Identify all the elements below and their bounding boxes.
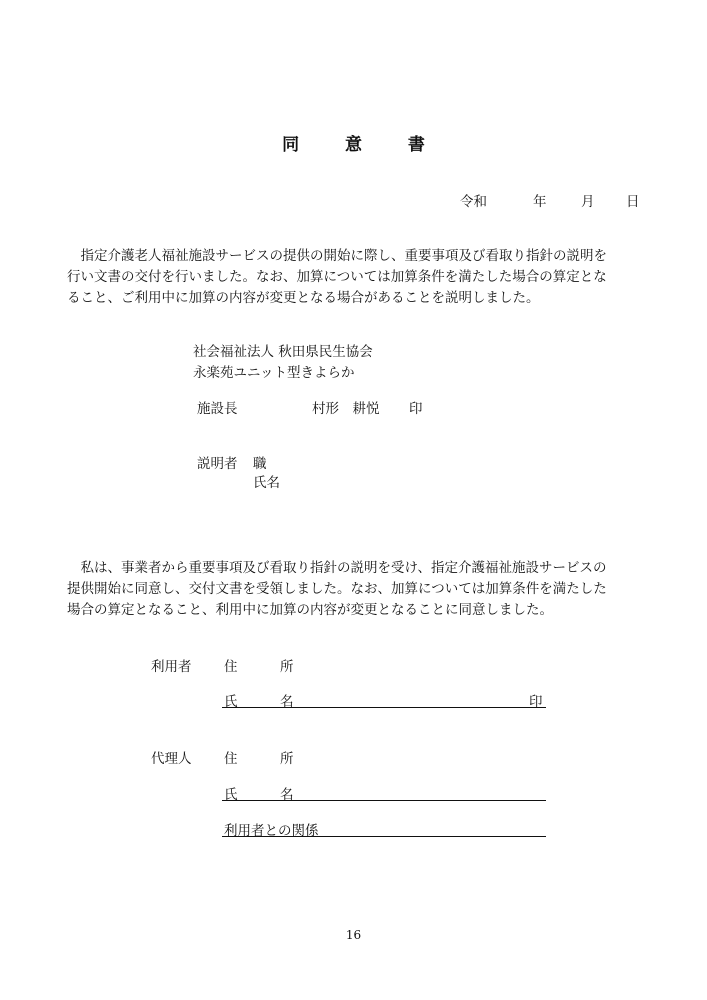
title-char-1: 同 — [282, 135, 300, 155]
agent-relation-label: 利用者との関係 — [224, 823, 319, 839]
page-number: 16 — [345, 928, 362, 942]
date-year: 年 — [533, 194, 547, 210]
agent-address-label-b: 所 — [280, 751, 294, 767]
title-char-2: 意 — [345, 135, 362, 155]
agent-address-label-a: 住 — [224, 751, 238, 767]
user-name-label-a: 氏 — [224, 694, 238, 710]
user-name-label-b: 名 — [280, 694, 294, 710]
director-name: 村形 耕悦 — [312, 401, 380, 417]
user-label: 利用者 — [151, 659, 192, 675]
user-address-label-a: 住 — [224, 659, 238, 675]
explainer-label: 説明者 — [197, 456, 238, 472]
consent-statement-line: 提供開始に同意し、交付文書を受領しました。なお、加算については加算条件を満たした — [67, 581, 607, 597]
agent-name-label-b: 名 — [280, 787, 294, 803]
consent-statement — [67, 558, 647, 621]
consent-statement-line: 場合の算定となること、利用中に加算の内容が変更となることに同意しました。 — [67, 602, 553, 618]
title-char-3: 書 — [407, 135, 425, 155]
explainer-name-label: 氏名 — [253, 475, 280, 491]
explainer-position-label: 職 — [253, 456, 267, 472]
date-day: 日 — [626, 194, 640, 210]
provider-statement-line: 指定介護老人福祉施設サービスの提供の開始に際し、重要事項及び看取り指針の説明を — [67, 248, 607, 264]
user-seal: 印 — [529, 694, 543, 710]
agent-relation-underline — [222, 836, 546, 837]
corporation-name: 社会福祉法人 秋田県民生協会 — [193, 344, 373, 360]
user-name-underline — [222, 707, 546, 708]
agent-name-label-a: 氏 — [224, 787, 238, 803]
facility-name: 永楽苑ユニット型きよらか — [193, 365, 355, 381]
agent-label: 代理人 — [151, 751, 192, 767]
provider-statement-line: 行い文書の交付を行いました。なお、加算については加算条件を満たした場合の算定とな — [67, 269, 607, 285]
consent-statement-line: 私は、事業者から重要事項及び看取り指針の説明を受け、指定介護福祉施設サービスの — [67, 560, 607, 576]
user-address-label-b: 所 — [280, 659, 294, 675]
document-title — [0, 130, 707, 155]
director-label: 施設長 — [197, 401, 238, 417]
date-month: 月 — [581, 194, 595, 210]
agent-name-underline — [222, 800, 546, 801]
provider-statement-line: ること、ご利用中に加算の内容が変更となる場合があることを説明しました。 — [67, 290, 540, 306]
director-seal: 印 — [409, 401, 423, 417]
date-era: 令和 — [460, 194, 487, 210]
provider-statement — [67, 246, 647, 309]
